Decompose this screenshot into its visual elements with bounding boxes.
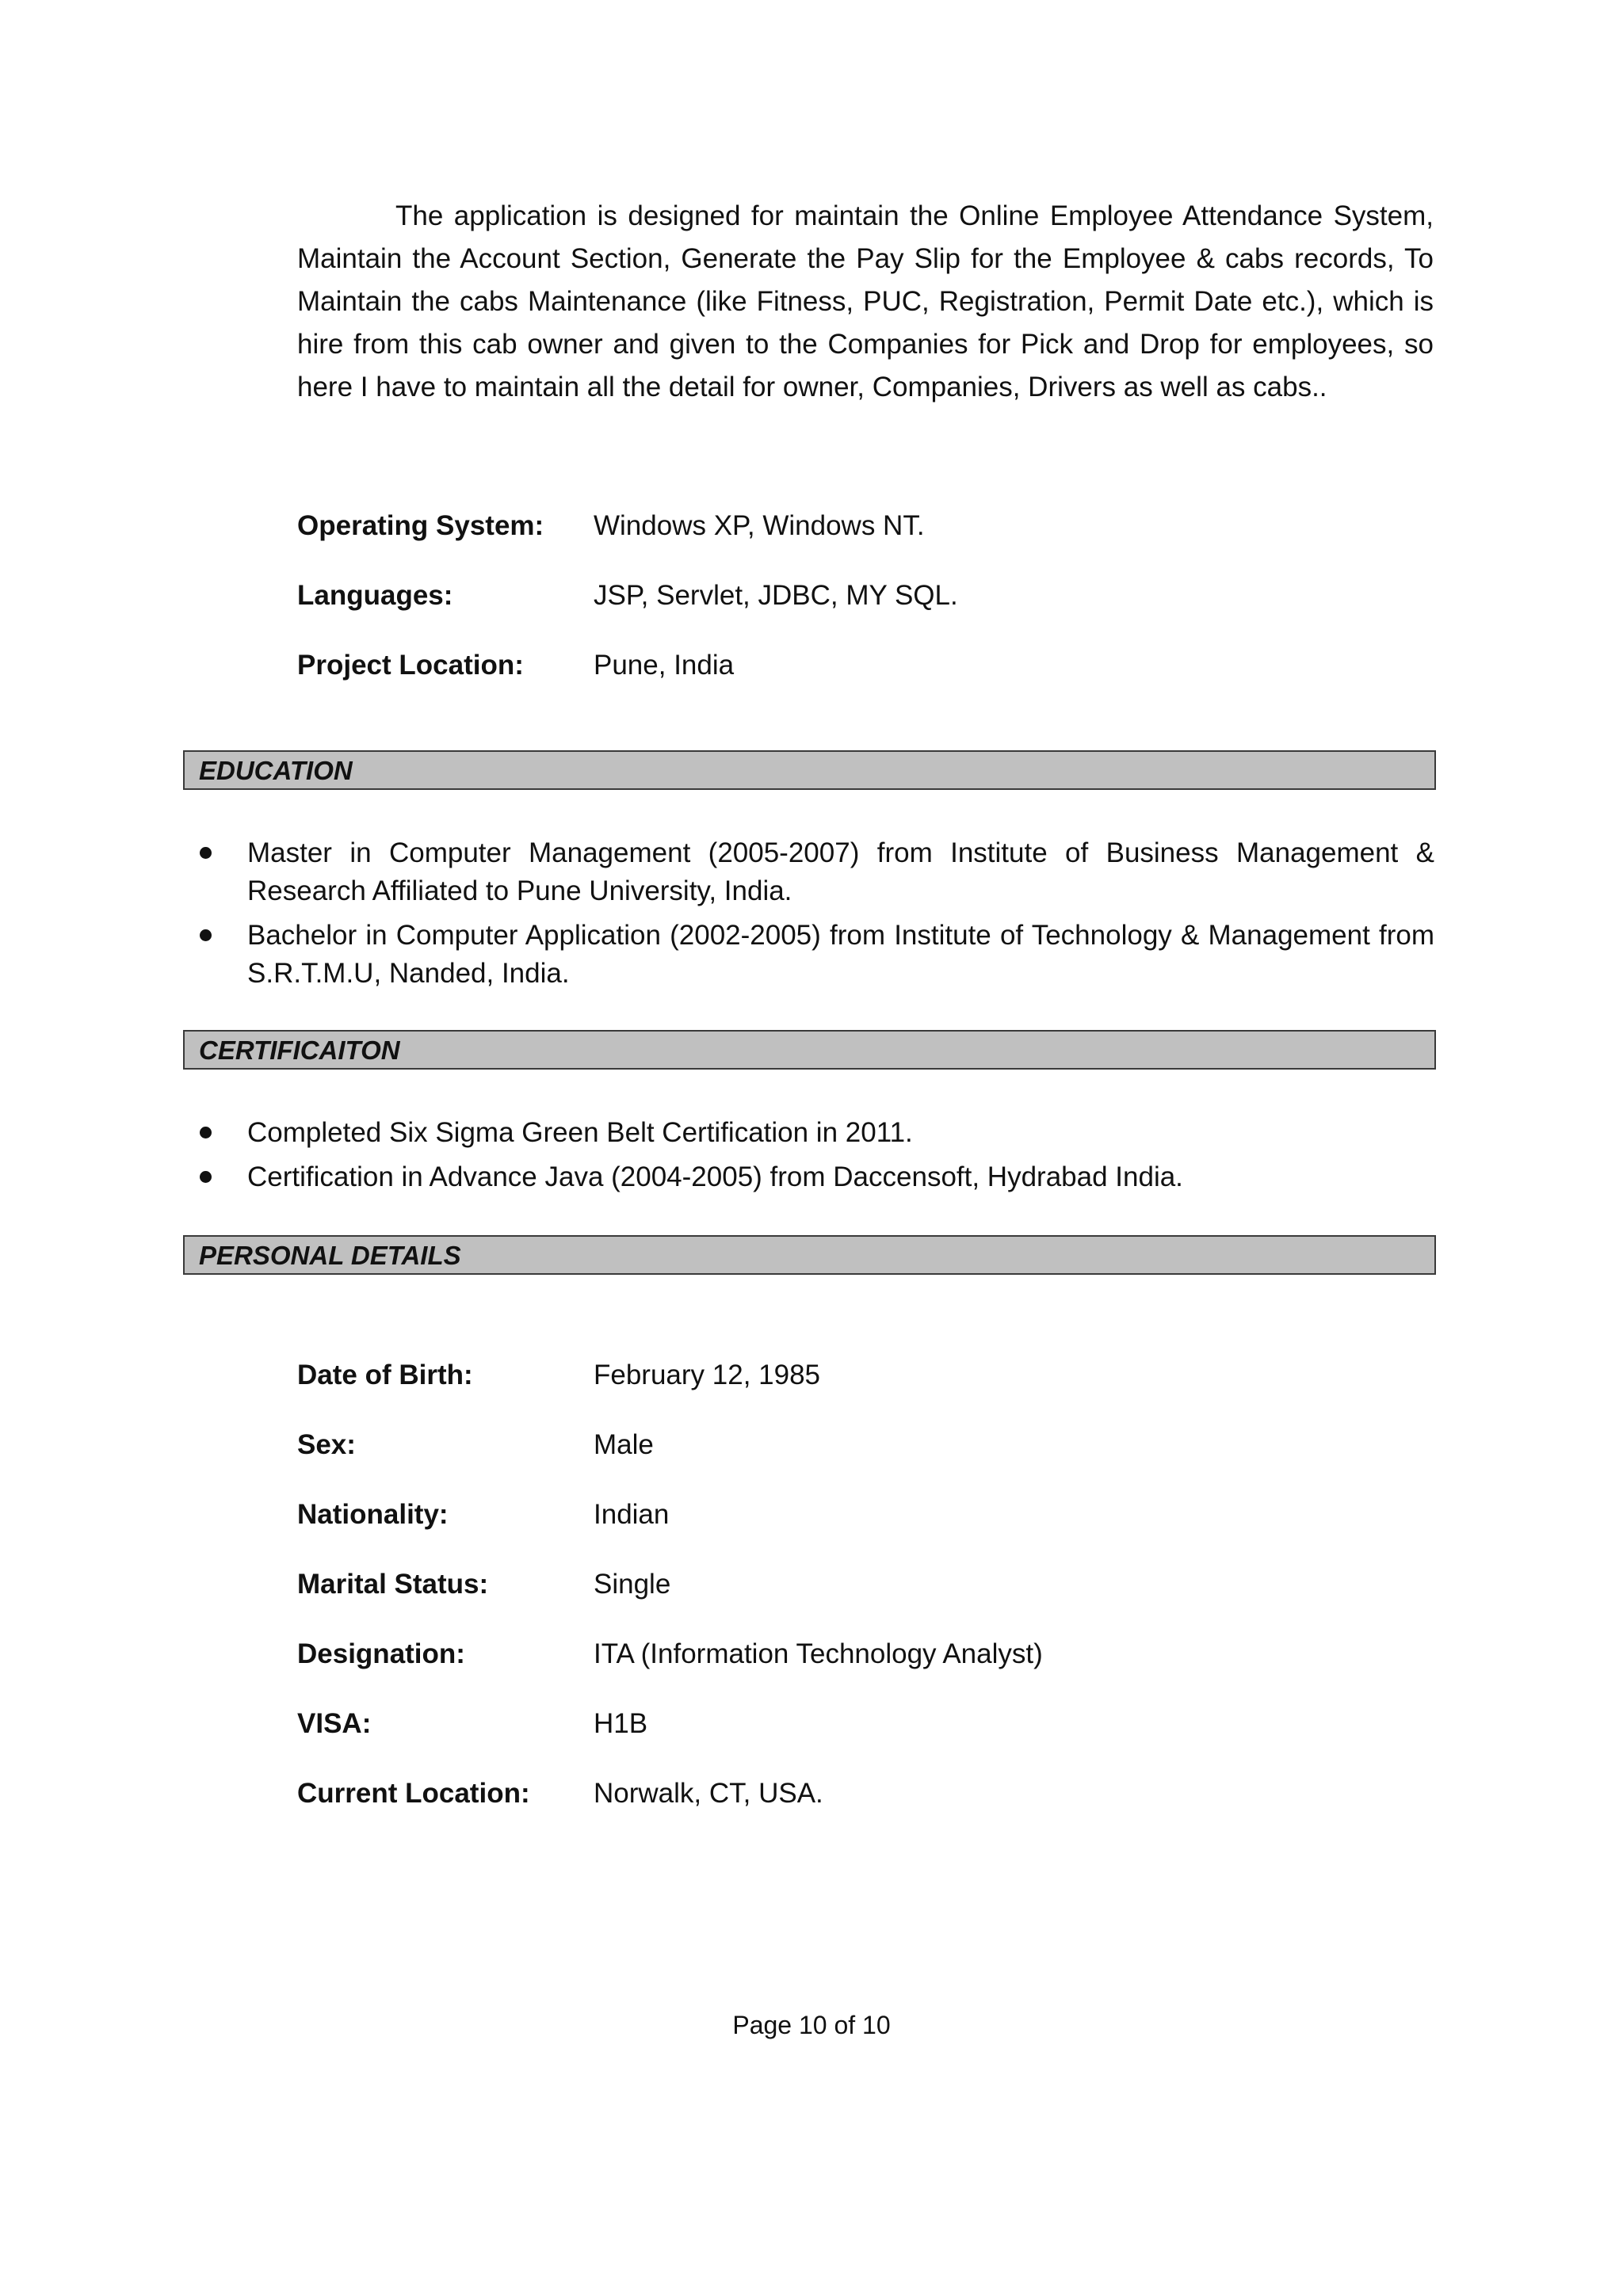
project-detail-row <box>297 644 1407 687</box>
detail-label: VISA: <box>297 1708 372 1739</box>
list-item-text: Certification in Advance Java (2004-2005) from Daccensoft, Hydrabad India. <box>247 1161 1183 1192</box>
personal-details-header <box>183 1235 1436 1275</box>
education-list <box>193 834 1434 999</box>
detail-value: H1B <box>594 1708 648 1739</box>
list-item-text: Master in Computer Management (2005-2007) from Institute of Business Management & Research Affiliated to Pune University, India. <box>247 837 1434 906</box>
list-item <box>193 917 1434 993</box>
section-title: CERTIFICAITON <box>199 1035 400 1065</box>
list-item-text: Completed Six Sigma Green Belt Certification in 2011. <box>247 1117 913 1148</box>
bullet-icon <box>200 847 212 859</box>
detail-label: Designation: <box>297 1638 465 1669</box>
certification-header <box>183 1030 1436 1070</box>
bullet-icon <box>200 1171 212 1183</box>
detail-value: Norwalk, CT, USA. <box>594 1778 823 1809</box>
detail-value: Pune, India <box>594 650 735 681</box>
personal-detail-row <box>297 1424 1407 1466</box>
detail-value: Male <box>594 1429 654 1460</box>
personal-detail-row <box>297 1493 1407 1536</box>
personal-detail-row <box>297 1563 1407 1606</box>
list-item <box>193 1158 1434 1196</box>
project-detail-row <box>297 505 1407 547</box>
bullet-icon <box>200 929 212 941</box>
personal-detail-row <box>297 1633 1407 1676</box>
list-item <box>193 834 1434 910</box>
certification-list <box>193 1114 1434 1203</box>
section-title: EDUCATION <box>199 756 353 785</box>
bullet-icon <box>200 1127 212 1138</box>
education-header <box>183 750 1436 790</box>
detail-label: Project Location: <box>297 650 524 681</box>
detail-value: Windows XP, Windows NT. <box>594 510 925 541</box>
personal-detail-row <box>297 1354 1407 1397</box>
personal-detail-row <box>297 1772 1407 1815</box>
detail-value: Single <box>594 1569 671 1600</box>
detail-label: Date of Birth: <box>297 1360 473 1390</box>
personal-detail-row <box>297 1703 1407 1745</box>
detail-value: JSP, Servlet, JDBC, MY SQL. <box>594 580 958 611</box>
detail-label: Sex: <box>297 1429 356 1460</box>
detail-label: Operating System: <box>297 510 544 541</box>
detail-value: February 12, 1985 <box>594 1360 821 1390</box>
page-number: Page 10 of 10 <box>732 2011 891 2039</box>
detail-label: Marital Status: <box>297 1569 489 1600</box>
section-title: PERSONAL DETAILS <box>199 1241 461 1270</box>
detail-label: Current Location: <box>297 1778 530 1809</box>
detail-value: Indian <box>594 1499 670 1530</box>
detail-value: ITA (Information Technology Analyst) <box>594 1638 1043 1669</box>
detail-label: Nationality: <box>297 1499 449 1530</box>
list-item-text: Bachelor in Computer Application (2002-2005) from Institute of Technology & Management from S.R.T.M.U, Nanded, India. <box>247 920 1434 989</box>
detail-label: Languages: <box>297 580 453 611</box>
project-description: The application is designed for maintain the Online Employee Attendance System, Maintain the Account Section, Generate the Pay Slip for the Employee & cabs records, To Maintain the cabs Maintenance (like Fitness, PUC, Registration, Permit Date etc.), which is hire from this cab owner and given to the Companies for Pick and Drop for employees, so here I have to maintain all the detail for owner, Companies, Drivers as well as cabs.. <box>297 200 1434 402</box>
list-item <box>193 1114 1434 1152</box>
project-detail-row <box>297 574 1407 617</box>
